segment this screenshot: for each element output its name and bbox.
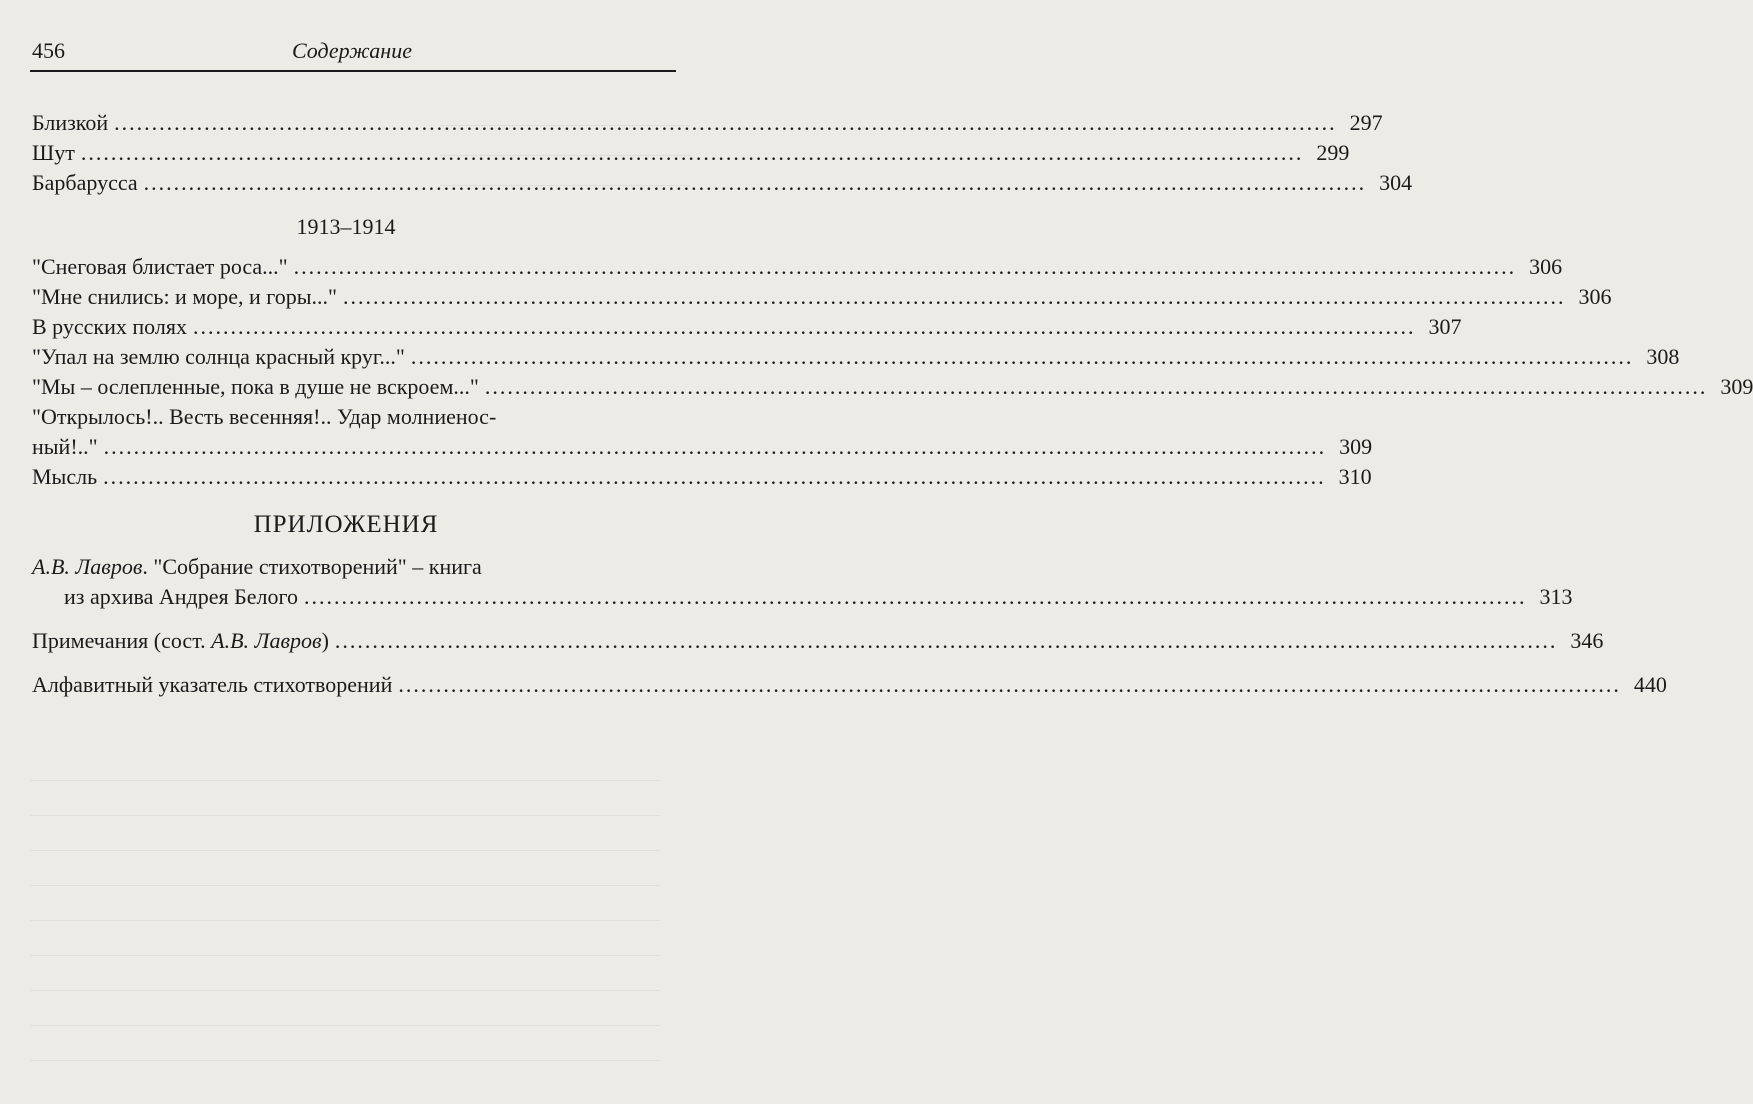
leader-dots: [114, 108, 1337, 138]
toc-entry: [32, 138, 1350, 168]
toc-entry-title-line1: "Открылось!.. Весть весенняя!.. Удар молниенос-: [32, 404, 497, 429]
toc-entry: [32, 312, 1462, 342]
toc-entry-page: 309: [1339, 434, 1373, 459]
leader-dots: [104, 432, 1327, 462]
toc-entry-title: Мысль: [32, 464, 98, 489]
leader-dots: [398, 670, 1621, 700]
toc-entry-title: Шут: [32, 140, 75, 165]
running-head: Содержание: [291, 38, 412, 63]
notes-prefix: Примечания (сост.: [32, 628, 212, 653]
toc-entry: [32, 252, 1563, 282]
leader-dots: [335, 626, 1558, 656]
toc-entry-page: 299: [1316, 140, 1350, 165]
leader-dots: [294, 252, 1517, 282]
toc-entry-title: Алфавитный указатель стихотворений: [32, 672, 393, 697]
toc-entry-title: "Снеговая блистает роса...": [32, 254, 288, 279]
toc-entry-title: "Мне снились: и море, и горы...": [32, 284, 338, 309]
bleed-through-line: [30, 815, 660, 816]
leader-dots: [304, 582, 1527, 612]
bleed-through-line: [30, 885, 660, 886]
toc-entry-page: 440: [1633, 672, 1667, 697]
toc-entry-title: "Мы – ослепленные, пока в душе не вскроем...": [32, 374, 479, 399]
leader-dots: [144, 168, 1367, 198]
section-heading-1913-1914: 1913–1914: [296, 214, 396, 239]
toc-entry-page: 304: [1379, 170, 1413, 195]
page-number: 456: [32, 38, 65, 63]
bleed-through-line: [30, 780, 660, 781]
bleed-through-line: [30, 955, 660, 956]
header-rule: [30, 70, 676, 72]
toc-entry-page: 310: [1338, 464, 1372, 489]
toc-entry-title: "Упал на землю солнца красный круг...": [32, 344, 405, 369]
toc-entry: [32, 168, 1413, 198]
toc-entry-title: В русских полях: [32, 314, 187, 339]
author-name: А.В. Лавров: [211, 628, 322, 653]
toc-entry-page: 297: [1349, 110, 1383, 135]
toc-entry: [32, 372, 1753, 402]
table-of-contents: [32, 108, 1753, 700]
toc-entry-page: 306: [1578, 284, 1612, 309]
toc-entry-wrapped: [32, 402, 1373, 462]
toc-entry-title-line2: ный!..": [32, 434, 98, 459]
toc-entry-page: 307: [1428, 314, 1462, 339]
toc-entry-appendix-article: [32, 552, 1573, 612]
toc-entry-page: 313: [1539, 584, 1573, 609]
toc-entry-title-line2: из архива Андрея Белого: [64, 584, 298, 609]
toc-entry-notes: [32, 626, 1604, 656]
section-heading-appendices: ПРИЛОЖЕНИЯ: [253, 511, 439, 538]
toc-entry: [32, 462, 1372, 492]
page-header: [32, 38, 672, 68]
toc-entry-page: 306: [1529, 254, 1563, 279]
toc-entry-title: Барбарусса: [32, 170, 138, 195]
toc-entry: [32, 282, 1612, 312]
bleed-through-line: [30, 1060, 660, 1061]
toc-entry-title-line1: . "Собрание стихотворений" – книга: [142, 554, 482, 579]
bleed-through-line: [30, 920, 660, 921]
toc-entry-index: [32, 670, 1667, 700]
toc-entry: [32, 342, 1680, 372]
bleed-through-line: [30, 850, 660, 851]
author-name: А.В. Лавров: [32, 554, 143, 579]
leader-dots: [343, 282, 1566, 312]
leader-dots: [81, 138, 1304, 168]
leader-dots: [485, 372, 1708, 402]
toc-entry-page: 346: [1570, 628, 1604, 653]
bleed-through-line: [30, 1025, 660, 1026]
toc-entry-title: Близкой: [32, 110, 109, 135]
toc-entry: [32, 108, 1383, 138]
toc-entry-page: 308: [1646, 344, 1680, 369]
notes-suffix: ): [321, 628, 329, 653]
leader-dots: [103, 462, 1326, 492]
bleed-through-line: [30, 990, 660, 991]
leader-dots: [411, 342, 1634, 372]
leader-dots: [193, 312, 1416, 342]
toc-entry-page: 309: [1720, 374, 1753, 399]
